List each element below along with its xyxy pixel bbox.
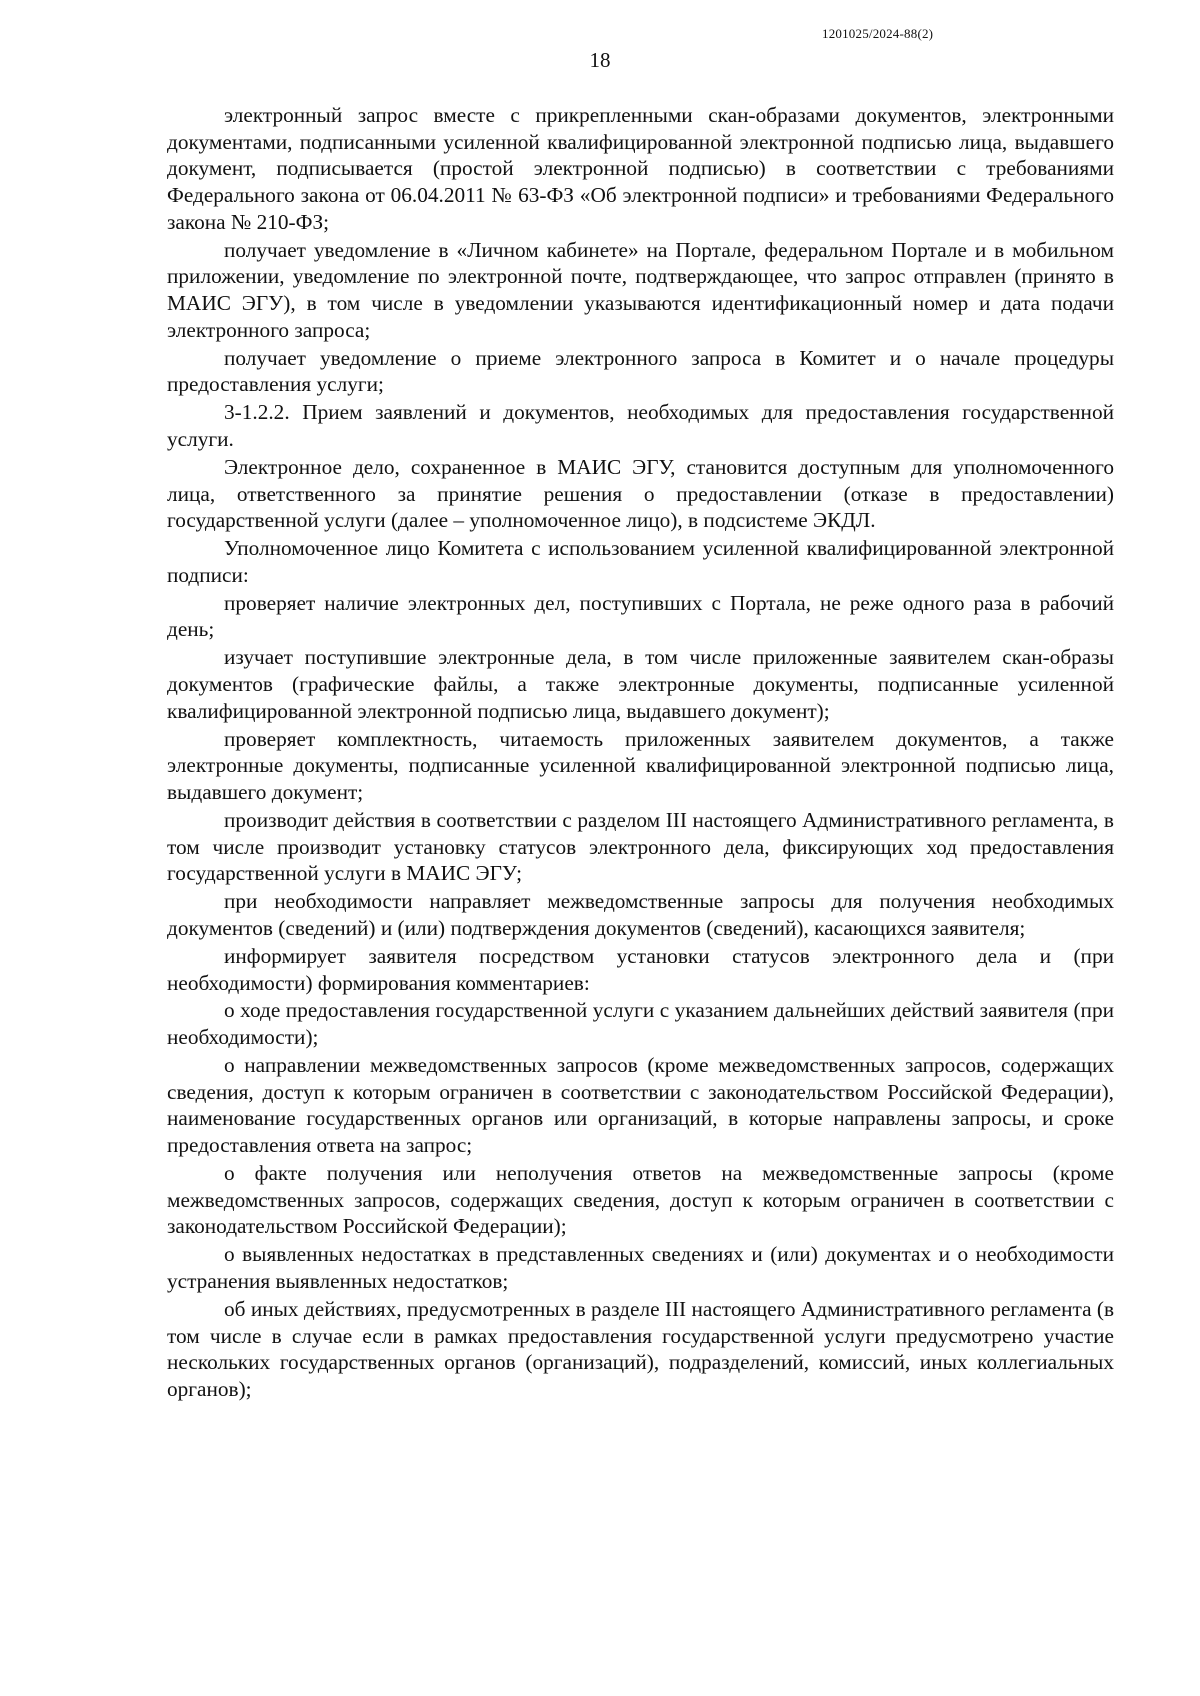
paragraph-12: информирует заявителя посредством установки статусов электронного дела и (при необходимости) формирования комментариев:: [167, 943, 1114, 995]
paragraph-17: об иных действиях, предусмотренных в разделе III настоящего Административного регламента (в том числе в случае если в рамках предоставления государственной услуги предусмотрено участие нескольких государственных органов (организаций), подразделений, комиссий, иных коллегиальных органов);: [167, 1296, 1114, 1402]
paragraph-1: электронный запрос вместе с прикрепленными скан-образами документов, электронными документами, подписанными усиленной квалифицированной электронной подписью лица, выдавшего документ, подписывается (простой электронной подписью) в соответствии с требованиями Федерального закона от 06.04.2011 № 63-ФЗ «Об электронной подписи» и требованиями Федерального закона № 210-ФЗ;: [167, 103, 1114, 234]
paragraph-3: получает уведомление о приеме электронного запроса в Комитет и о начале процедуры предоставления услуги;: [167, 345, 1114, 397]
paragraph-6: Уполномоченное лицо Комитета с использованием усиленной квалифицированной электронной подписи:: [167, 536, 1114, 587]
paragraph-16: о выявленных недостатках в представленных сведениях и (или) документах и о необходимости устранения выявленных недостатков;: [167, 1242, 1114, 1294]
paragraph-7: проверяет наличие электронных дел, поступивших с Портала, не реже одного раза в рабочий день;: [167, 590, 1114, 642]
document-registration-number: 1201025/2024-88(2): [822, 26, 934, 41]
paragraph-8: изучает поступившие электронные дела, в том числе приложенные заявителем скан-образы документов (графические файлы, а также электронные документы, подписанные усиленной квалифицированной электронной подписью лица, выдавшего документ);: [167, 645, 1114, 723]
document-body: [167, 102, 1114, 1404]
paragraph-5: Электронное дело, сохраненное в МАИС ЭГУ, становится доступным для уполномоченного лица, ответственного за принятие решения о предоставлении (отказе в предоставлении) государственной услуги (далее – уполномоченное лицо), в подсистеме ЭКДЛ.: [167, 454, 1114, 533]
paragraph-4: 3-1.2.2. Прием заявлений и документов, необходимых для предоставления государственной услуги.: [167, 400, 1114, 451]
paragraph-13: о ходе предоставления государственной услуги с указанием дальнейших действий заявителя (при необходимости);: [167, 998, 1114, 1050]
paragraph-9: проверяет комплектность, читаемость приложенных заявителем документов, а также электронные документы, подписанные усиленной квалифицированной электронной подписью лица, выдавшего документ;: [167, 726, 1114, 805]
page-number: 18: [589, 48, 611, 72]
paragraph-15: о факте получения или неполучения ответов на межведомственные запросы (кроме межведомственных запросов, содержащих сведения, доступ к которым ограничен в соответствии с законодательством Российской Федерации);: [167, 1161, 1114, 1239]
paragraph-14: о направлении межведомственных запросов (кроме межведомственных запросов, содержащих сведения, доступ к которым ограничен в соответствии с законодательством Российской Федерации), наименование государственных органов или организаций, в которые направлены запросы, и сроке предоставления ответа на запрос;: [167, 1053, 1114, 1158]
paragraph-10: производит действия в соответствии с разделом III настоящего Административного регламента, в том числе производит установку статусов электронного дела, фиксирующих ход предоставления государственной услуги в МАИС ЭГУ;: [167, 807, 1114, 886]
paragraph-2: получает уведомление в «Личном кабинете» на Портале, федеральном Портале и в мобильном приложении, уведомление по электронной почте, подтверждающее, что запрос отправлен (принято в МАИС ЭГУ), в том числе в уведомлении указываются идентификационный номер и дата подачи электронного запроса;: [167, 237, 1114, 342]
paragraph-11: при необходимости направляет межведомственные запросы для получения необходимых документов (сведений) и (или) подтверждения документов (сведений), касающихся заявителя;: [167, 889, 1114, 940]
